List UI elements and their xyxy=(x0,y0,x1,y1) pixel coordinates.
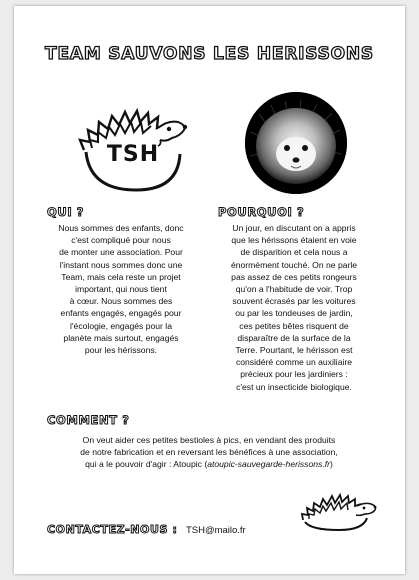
contact-heading: CONTACTEZ-NOUS : xyxy=(47,523,178,536)
flyer-page xyxy=(14,6,405,574)
qui-line: l'instant nous sommes donc une xyxy=(59,259,183,270)
comment-line xyxy=(54,458,364,470)
qui-line: c'est compliqué pour nous xyxy=(71,235,171,246)
pourquoi-text xyxy=(210,222,378,393)
qui-text xyxy=(38,222,204,356)
pourquoi-line: pas assez de ces petits rongeurs xyxy=(231,271,357,282)
pourquoi-line: qu'on a l'habitude de voir. Trop xyxy=(235,284,353,295)
atoupic-link[interactable]: atoupic-sauvegarde-herissons.fr xyxy=(207,459,330,470)
qui-line: Nous sommes des enfants, donc xyxy=(58,223,184,233)
qui-line: de monter une association. Pour xyxy=(59,247,183,258)
pourquoi-heading: POURQUOI ? xyxy=(218,205,305,219)
comment-heading: COMMENT ? xyxy=(47,413,130,427)
pourquoi-line: Un jour, en discutant on a appris xyxy=(232,223,356,233)
hedgehog-photo xyxy=(245,92,347,194)
comment-line: de notre fabrication et en reversant les bénéfices à une association, xyxy=(80,447,338,458)
contact-row xyxy=(47,520,246,538)
contact-email[interactable]: TSH@mailo.fr xyxy=(185,525,246,536)
qui-line: l'écologie, engagés pour la xyxy=(70,320,172,331)
hedgehog-doodle-icon xyxy=(299,484,379,532)
pourquoi-line: souvent écrasés par les voitures xyxy=(232,296,356,307)
comment-line-prefix: qui a le pouvoir d'agir : Atoupic ( xyxy=(85,459,208,470)
comment-line-suffix: ) xyxy=(329,459,333,470)
pourquoi-line: que les hérissons étaient en voie xyxy=(231,235,357,246)
qui-line: Team, mais cela reste un projet xyxy=(61,271,181,282)
comment-line: On veut aider ces petites bestioles à pics, en vendant des produits xyxy=(82,435,336,445)
pourquoi-line: Terre. Pourtant, le hérisson est xyxy=(235,345,353,356)
pourquoi-line: énormément touché. On ne parle xyxy=(230,259,358,270)
qui-line: pour les hérissons. xyxy=(84,345,158,356)
pourquoi-line: de disparition et cela nous a xyxy=(240,247,348,258)
qui-line: planète mais surtout, engagés xyxy=(63,332,179,343)
qui-line: enfants engagés, engagés pour xyxy=(60,308,182,319)
qui-line: important, qui nous tient xyxy=(75,284,167,295)
pourquoi-line: ou par les tondeuses de jardin, xyxy=(235,308,353,319)
comment-text xyxy=(54,434,364,471)
pourquoi-line: précieux pour les jardiniers : xyxy=(240,369,348,380)
pourquoi-line: disparaître de la surface de la xyxy=(237,332,351,343)
pourquoi-line: c'est un insecticide biologique. xyxy=(236,381,352,392)
pourquoi-line: ces petites bêtes risquent de xyxy=(239,320,349,331)
pourquoi-line: considéré comme un auxiliaire xyxy=(235,357,353,368)
qui-line: à cœur. Nous sommes des xyxy=(69,296,173,307)
logo-text: TSH xyxy=(106,142,160,167)
qui-heading: QUI ? xyxy=(47,205,85,219)
flyer-title: TEAM SAUVONS LES HERISSONS xyxy=(45,44,374,64)
